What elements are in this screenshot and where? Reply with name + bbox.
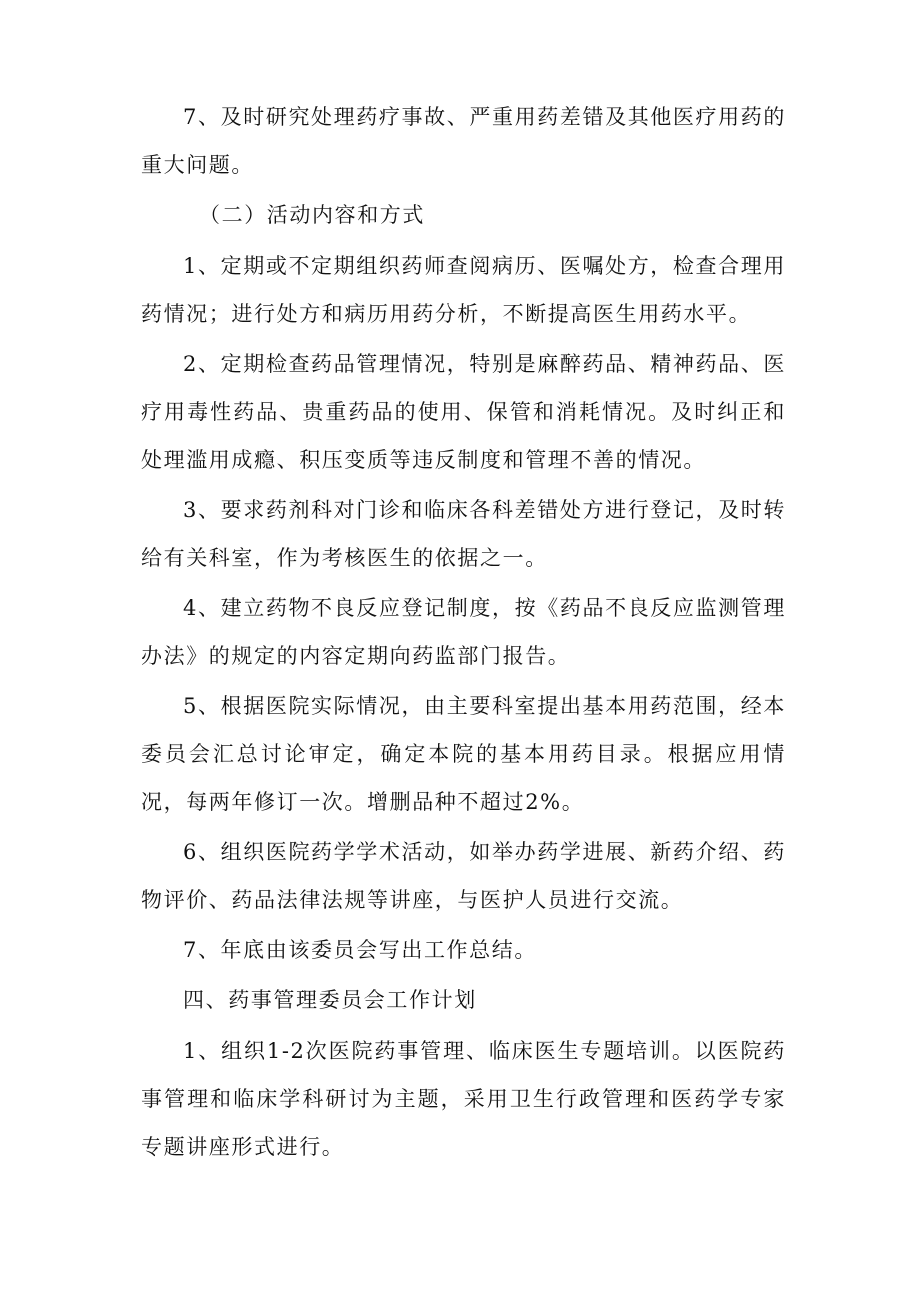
paragraph-item-3-error-registration: 3、要求药剂科对门诊和临床各科差错处方进行登记，及时转给有关科室，作为考核医生的依据之一。	[141, 498, 786, 570]
document-body	[141, 93, 786, 1171]
paragraph-item-7-major-issues: 7、及时研究处理药疗事故、严重用药差错及其他医疗用药的重大问题。	[141, 105, 786, 177]
paragraph-item-1-prescription-review: 1、定期或不定期组织药师查阅病历、医嘱处方，检查合理用药情况；进行处方和病历用药分析，不断提高医生用药水平。	[141, 254, 786, 326]
section-heading-work-plan: 四、药事管理委员会工作计划	[183, 988, 477, 1012]
paragraph-item-5-basic-drug-list: 5、根据医院实际情况，由主要科室提出基本用药范围，经本委员会汇总讨论审定，确定本院的基本用药目录。根据应用情况，每两年修订一次。增删品种不超过2%。	[141, 694, 786, 814]
paragraph-item-7-annual-summary: 7、年底由该委员会写出工作总结。	[183, 938, 537, 962]
paragraph-item-4-adverse-reaction: 4、建立药物不良反应登记制度，按《药品不良反应监测管理办法》的规定的内容定期向药监部门报告。	[141, 596, 786, 668]
section-heading-activities: （二）活动内容和方式	[199, 203, 425, 227]
paragraph-plan-1-training: 1、组织1-2次医院药事管理、临床医生专题培训。以医院药事管理和临床学科研讨为主题，采用卫生行政管理和医药学专家专题讲座形式进行。	[141, 1039, 786, 1159]
paragraph-item-6-academic-activities: 6、组织医院药学学术活动，如举办药学进展、新药介绍、药物评价、药品法律法规等讲座，与医护人员进行交流。	[141, 840, 786, 912]
paragraph-item-2-drug-management: 2、定期检查药品管理情况，特别是麻醉药品、精神药品、医疗用毒性药品、贵重药品的使用、保管和消耗情况。及时纠正和处理滥用成瘾、积压变质等违反制度和管理不善的情况。	[141, 352, 786, 472]
